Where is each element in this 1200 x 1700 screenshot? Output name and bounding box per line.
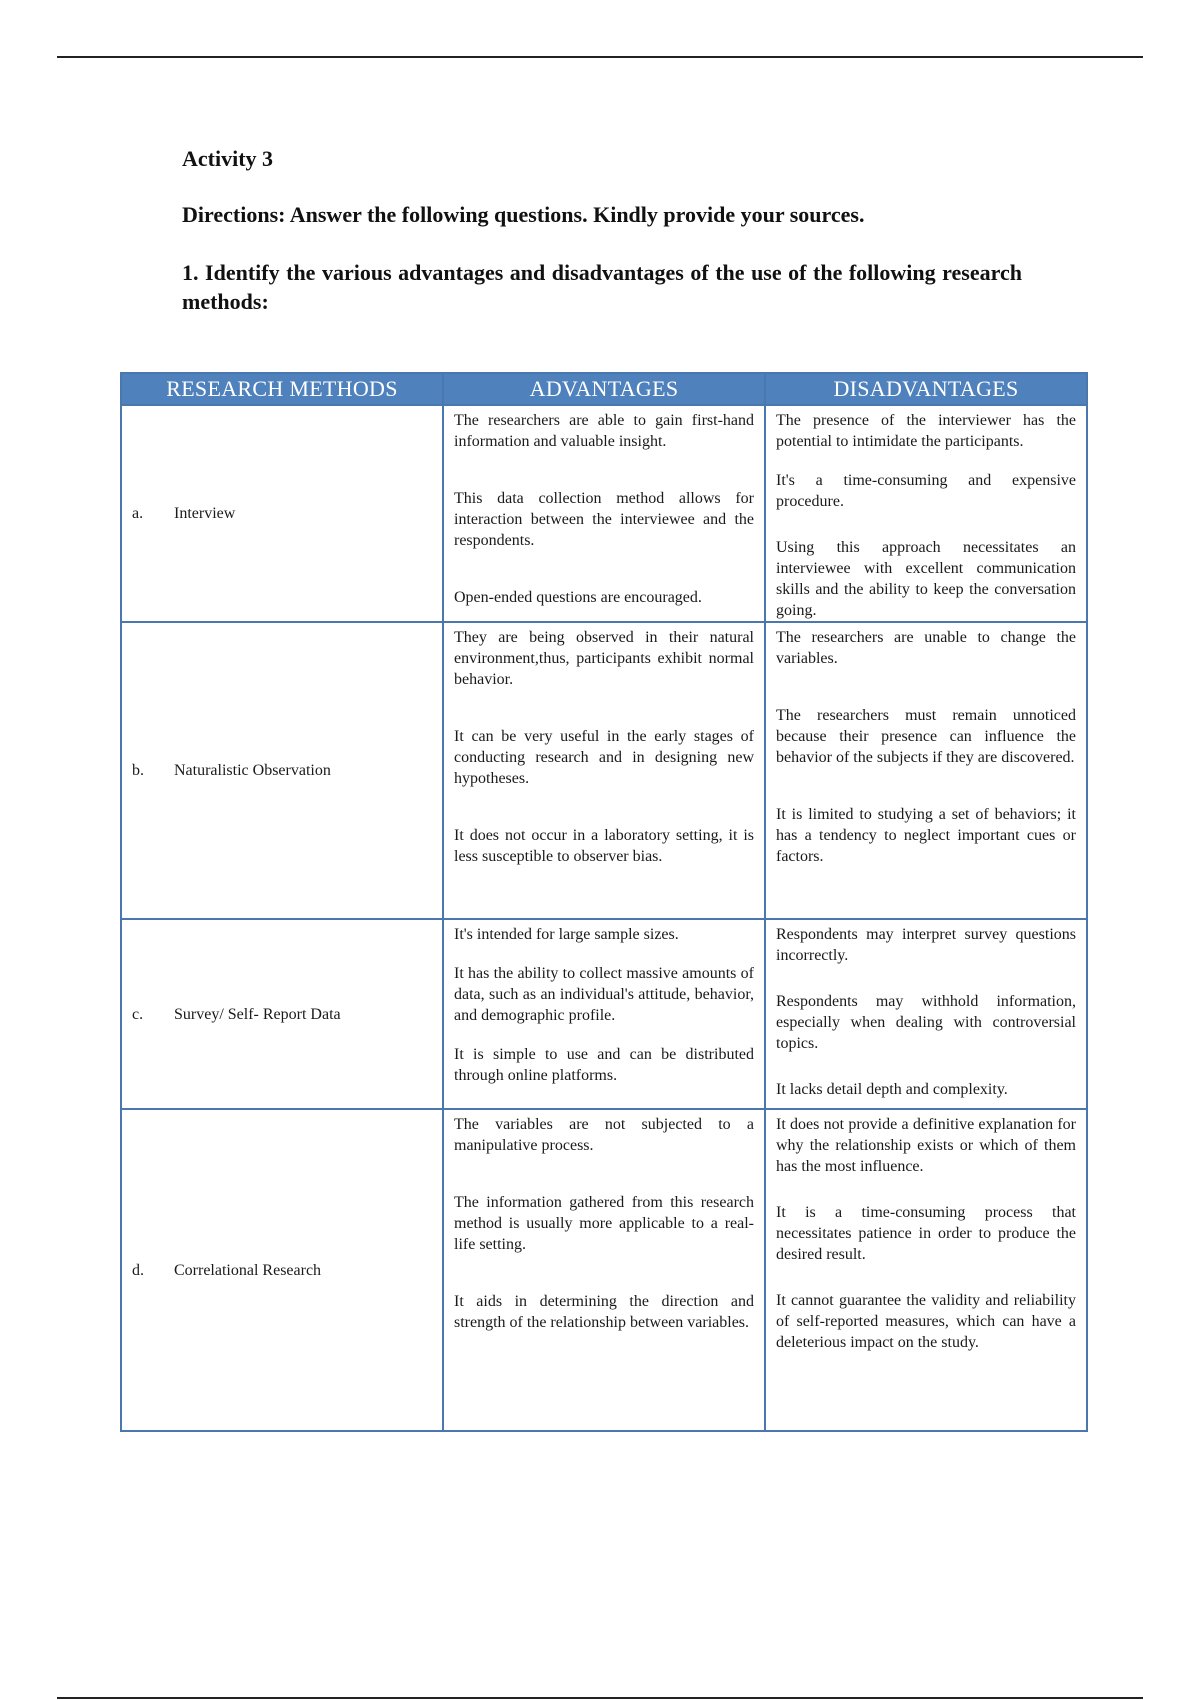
advantage-item: The information gathered from this research method is usually more applicable to a real-life setting. — [454, 1194, 754, 1253]
table-header-row — [121, 373, 1087, 405]
advantage-item: It can be very useful in the early stages of conducting research and in designing new hypotheses. — [454, 728, 754, 787]
advantage-item: The variables are not subjected to a manipulative process. — [454, 1116, 754, 1154]
disadvantage-item: Respondents may interpret survey questions incorrectly. — [776, 926, 1076, 964]
disadvantage-item: It is a time-consuming process that necessitates patience in order to produce the desired result. — [776, 1204, 1076, 1263]
method-name: Interview — [174, 505, 236, 522]
method-letter: d. — [132, 1261, 144, 1279]
disadvantage-item: Respondents may withhold information, especially when dealing with controversial topics. — [776, 993, 1076, 1052]
advantage-item: It does not occur in a laboratory setting, it is less susceptible to observer bias. — [454, 827, 754, 865]
method-cell — [121, 1109, 443, 1431]
disadvantage-item: The presence of the interviewer has the potential to intimidate the participants. — [776, 412, 1076, 450]
method-letter: a. — [132, 505, 144, 522]
advantages-cell — [443, 919, 765, 1109]
header-rule — [57, 56, 1143, 58]
header-research-methods: RESEARCH METHODS — [121, 373, 443, 405]
advantages-cell — [443, 1109, 765, 1431]
table-row-naturalistic-observation — [121, 622, 1087, 919]
advantage-item: This data collection method allows for interaction between the interviewee and the respondents. — [454, 490, 754, 549]
advantage-item: It's intended for large sample sizes. — [454, 926, 679, 943]
method-cell — [121, 405, 443, 622]
disadvantage-item: It is limited to studying a set of behaviors; it has a tendency to neglect important cues or factors. — [776, 806, 1076, 865]
advantage-item: Open-ended questions are encouraged. — [454, 589, 702, 606]
disadvantages-cell — [765, 622, 1087, 919]
disadvantage-item: It does not provide a definitive explanation for why the relationship exists or which of them has the most influence. — [776, 1116, 1076, 1175]
advantage-item: It is simple to use and can be distributed through online platforms. — [454, 1046, 754, 1084]
disadvantage-item: The researchers are unable to change the variables. — [776, 629, 1076, 667]
research-methods-table — [120, 372, 1088, 1432]
method-name: Naturalistic Observation — [174, 762, 331, 779]
table-row-interview — [121, 405, 1087, 622]
disadvantage-item: The researchers must remain unnoticed because their presence can influence the behavior of the subjects if they are discovered. — [776, 707, 1076, 766]
method-name: Correlational Research — [174, 1261, 322, 1279]
activity-title: Activity 3 — [182, 146, 274, 171]
advantages-cell — [443, 622, 765, 919]
disadvantages-cell — [765, 405, 1087, 622]
disadvantages-cell — [765, 1109, 1087, 1431]
method-cell — [121, 622, 443, 919]
header-disadvantages: DISADVANTAGES — [765, 373, 1087, 405]
advantages-cell — [443, 405, 765, 622]
advantage-item: They are being observed in their natural environment,thus, participants exhibit normal behavior. — [454, 629, 754, 688]
disadvantage-item: It cannot guarantee the validity and reliability of self-reported measures, which can have a deleterious impact on the study. — [776, 1292, 1076, 1351]
method-letter: b. — [132, 762, 144, 779]
header-advantages: ADVANTAGES — [443, 373, 765, 405]
disadvantage-item: It's a time-consuming and expensive procedure. — [776, 472, 1076, 510]
directions-text: Directions: Answer the following questions. Kindly provide your sources. — [182, 202, 865, 227]
advantage-item: It aids in determining the direction and strength of the relationship between variables. — [454, 1293, 754, 1331]
advantage-item: The researchers are able to gain first-hand information and valuable insight. — [454, 412, 754, 450]
advantage-item: It has the ability to collect massive amounts of data, such as an individual's attitude, behavior, and demographic profile. — [454, 965, 754, 1024]
disadvantages-cell — [765, 919, 1087, 1109]
question-text: 1. Identify the various advantages and disadvantages of the use of the following research methods: — [182, 260, 1022, 314]
table-row-correlational-research — [121, 1109, 1087, 1431]
footer-rule — [57, 1697, 1143, 1699]
method-name: Survey/ Self- Report Data — [174, 1005, 341, 1023]
disadvantage-item: It lacks detail depth and complexity. — [776, 1081, 1008, 1098]
table-row-survey — [121, 919, 1087, 1109]
disadvantage-item: Using this approach necessitates an interviewee with excellent communication skills and the ability to keep the conversation going. — [776, 539, 1076, 619]
method-letter: c. — [132, 1005, 144, 1023]
method-cell — [121, 919, 443, 1109]
